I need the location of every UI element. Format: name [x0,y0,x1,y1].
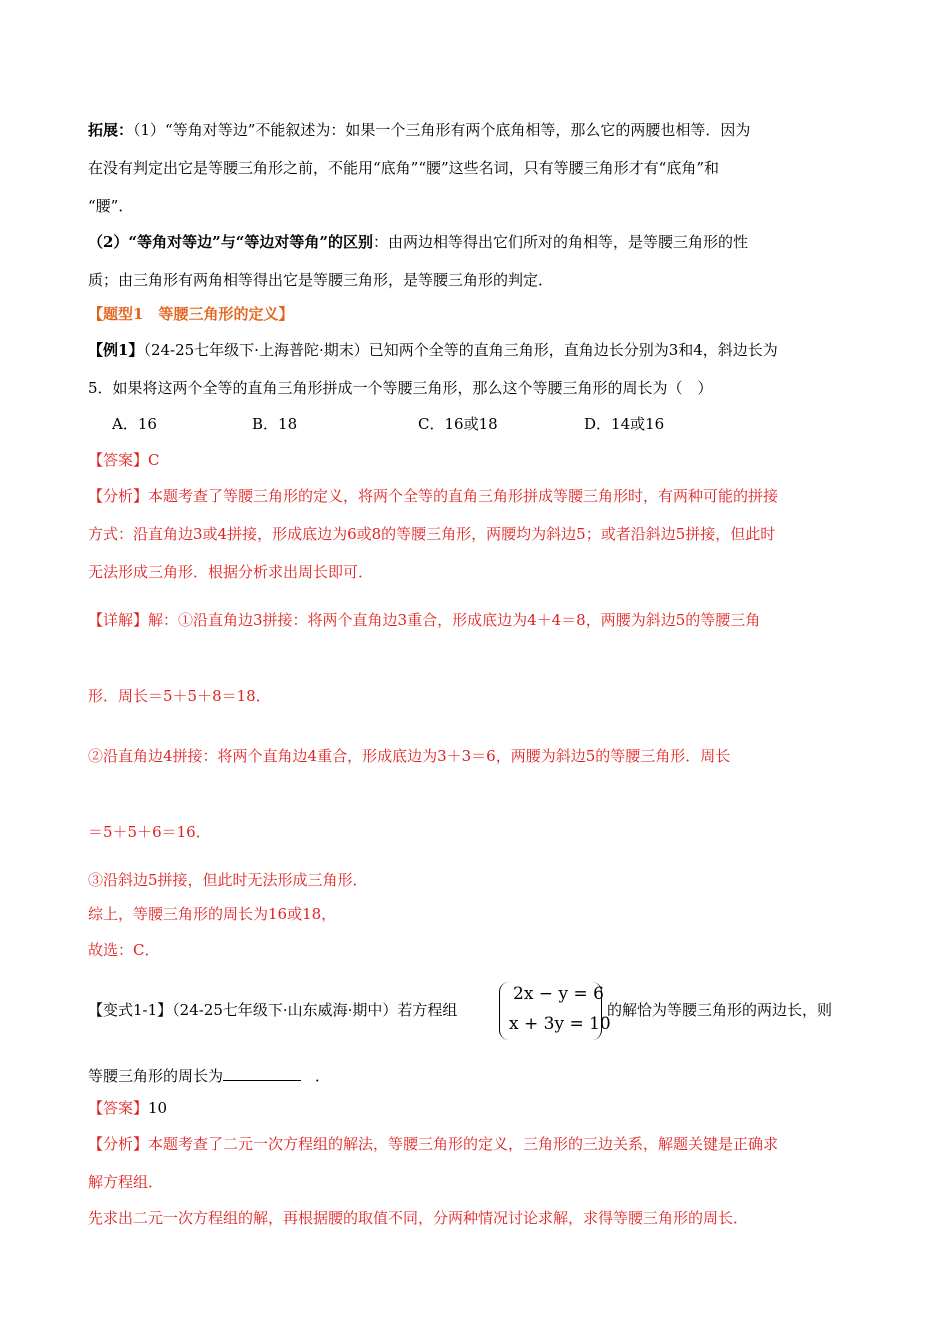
example1-detail-line-5: ③沿斜边5拼接，但此时无法形成三角形． [88,871,368,889]
option-c: C．16或18 [418,415,498,433]
answer-blank[interactable] [223,1064,301,1081]
example1-analysis-line-2: 方式：沿直角边3或4拼接，形成底边为6或8的等腰三角形，两腰均为斜边5；或者沿斜边5拼接，但此时 [88,525,776,543]
extension-text-4: ：由两边相等得出它们所对的角相等，是等腰三角形的性 [372,233,748,251]
example1-analysis-line-3: 无法形成三角形．根据分析求出周长即可． [88,563,374,581]
variant1-line-1 [88,1000,457,1020]
example1-detail-line-7: 故选：C． [88,941,160,959]
example1-line-2: 5．如果将这两个全等的直角三角形拼成一个等腰三角形，那么这个等腰三角形的周长为（ ） [88,379,713,397]
variant1-answer-label: 【答案】 [88,1099,149,1117]
example1-detail-line-4: ＝5＋5＋6＝16． [88,823,211,841]
option-d: D．14或16 [584,415,665,433]
variant1-text-pre: （24-25七年级下·山东威海·期中）若方程组 [172,1001,458,1019]
example1-answer: 【答案】C [88,451,160,469]
variant1-analysis-line-3: 先求出二元一次方程组的解，再根据腰的取值不同，分两种情况讨论求解，求得等腰三角形的周长． [88,1209,749,1227]
example1-detail-line-6: 综上，等腰三角形的周长为16或18， [88,905,337,923]
example1-text-1: （24-25七年级下·上海普陀·期末）已知两个全等的直角三角形，直角边长分别为3和4，斜边长为 [143,341,778,359]
variant1-label: 【变式1-1】 [88,1001,173,1019]
equation-system [499,982,609,1042]
extension-label: 拓展： [88,121,134,139]
variant1-analysis-line-1: 【分析】本题考查了二元一次方程组的解法，等腰三角形的定义，三角形的三边关系，解题关键是正确求 [88,1135,779,1153]
extension-bold-heading: （2）“等角对等边”与“等边对等角”的区别 [88,233,373,251]
variant1-text-2: 等腰三角形的周长为 [88,1067,224,1085]
example1-options [112,414,812,434]
example1-detail-line-3: ②沿直角边4拼接：将两个直角边4重合，形成底边为3＋3＝6，两腰为斜边5的等腰三角形．周长 [88,747,731,765]
example1-line-1 [88,340,778,360]
extension-line-5: 质；由三角形有两角相等得出它是等腰三角形，是等腰三角形的判定． [88,271,554,289]
topic-title: 【题型1 等腰三角形的定义】 [88,305,294,323]
variant1-analysis-line-2: 解方程组． [88,1173,164,1191]
variant1-answer-value: 10 [148,1099,168,1117]
extension-line-4 [88,232,748,252]
extension-line-2: 在没有判定出它是等腰三角形之前，不能用“底角”“腰”这些名词，只有等腰三角形才有“底角”和 [88,159,720,177]
option-b: B．18 [252,415,298,433]
variant1-period: ． [315,1067,331,1085]
extension-line-1 [88,120,750,140]
example1-detail-line-1: 【详解】解：①沿直角边3拼接：将两个直角边3重合，形成底边为4＋4＝8，两腰为斜边5的等腰三角 [88,611,761,629]
variant1-answer [88,1098,167,1118]
variant1-line-1-post: 的解恰为等腰三角形的两边长，则 [607,1001,833,1019]
extension-text-1: （1）“等角对等边”不能叙述为：如果一个三角形有两个底角相等，那么它的两腰也相等．因为 [133,121,751,139]
equation-2: x + 3y = 10 [509,1014,611,1034]
equation-1: 2x − y = 6 [513,984,604,1004]
example1-detail-line-2: 形．周长＝5＋5＋8＝18． [88,687,271,705]
example1-analysis-line-1: 【分析】本题考查了等腰三角形的定义，将两个全等的直角三角形拼成等腰三角形时，有两种可能的拼接 [88,487,779,505]
variant1-line-2 [88,1064,330,1086]
option-a: A．16 [112,415,157,433]
extension-line-3: “腰”． [88,197,134,215]
right-brace [591,982,602,1040]
example1-label: 【例1】 [88,341,144,359]
